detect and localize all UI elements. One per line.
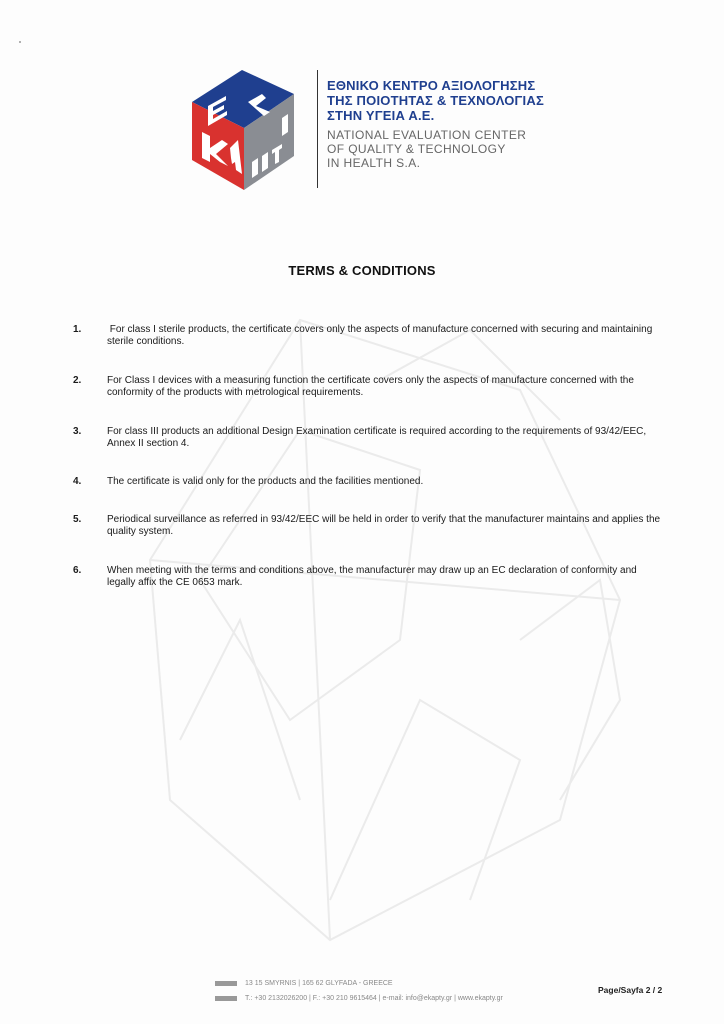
org-name-greek-line-1: ΕΘΝΙΚΟ ΚΕΝΤΡΟ ΑΞΙΟΛΟΓΗΣΗΣ — [327, 78, 536, 93]
org-name-english-line-2: OF QUALITY & TECHNOLOGY — [327, 142, 506, 156]
page-number: Page/Sayfa 2 / 2 — [598, 985, 663, 995]
footer-address — [215, 978, 393, 990]
org-name-english-line-3: IN HEALTH S.A. — [327, 156, 421, 170]
term-number: 4. — [73, 476, 82, 487]
term-number: 5. — [73, 514, 82, 525]
footer-contact — [215, 993, 503, 1005]
footer-contact-text: T.: +30 2132026200 | F.: +30 210 9615464 | e-mail: info@ekapty.gr | www.ekapty.gr — [245, 995, 503, 1002]
footer-bar-icon — [215, 996, 237, 1001]
term-text: When meeting with the terms and conditions above, the manufacturer may draw up an EC declaration of conformity and legally affix the CE 0653 mark. — [107, 565, 637, 588]
term-text: Periodical surveillance as referred in 93/42/EEC will be held in order to verify that the manufacturer maintains and applies the quality system. — [107, 514, 661, 537]
footer-bar-icon — [215, 981, 237, 986]
org-name-greek-line-3: ΣΤΗΝ ΥΓΕΙΑ Α.Ε. — [327, 108, 435, 123]
term-number: 6. — [73, 565, 82, 576]
term-text: The certificate is valid only for the products and the facilities mentioned. — [107, 476, 424, 487]
term-number: 1. — [73, 324, 82, 335]
term-number: 3. — [73, 426, 82, 437]
term-text: For class I sterile products, the certificate covers only the aspects of manufacture concerned with securing and maintaining sterile conditions. — [107, 324, 656, 347]
footer-address-text: 13 15 SMYRNIS | 165 62 GLYFADA - GREECE — [245, 980, 393, 987]
term-text: For class III products an additional Design Examination certificate is required according to the requirements of 93/42/EEC, Annex II section 4. — [107, 426, 647, 449]
org-name-english-line-1: NATIONAL EVALUATION CENTER — [327, 128, 527, 142]
term-text: For Class I devices with a measuring function the certificate covers only the aspects of manufacture concerned with the conformity of the products with metrological requirements. — [107, 375, 634, 398]
page-title: TERMS & CONDITIONS — [288, 263, 436, 278]
org-name-greek-line-2: ΤΗΣ ΠΟΙΟΤΗΤΑΣ & ΤΕΧΝΟΛΟΓΙΑΣ — [327, 93, 544, 108]
term-number: 2. — [73, 375, 82, 386]
